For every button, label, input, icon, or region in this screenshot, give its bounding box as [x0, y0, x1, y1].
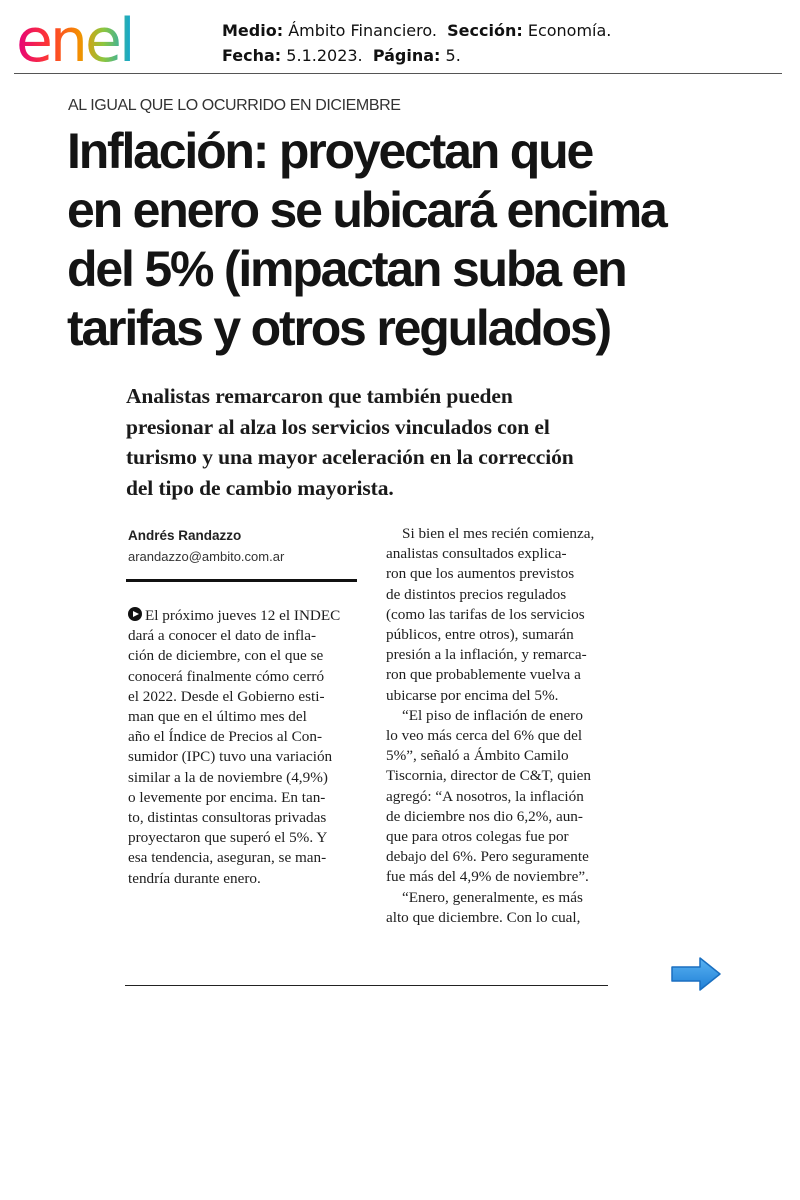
- body-line: alto que diciembre. Con lo cual,: [386, 908, 581, 926]
- author-name: Andrés Randazzo: [128, 528, 242, 543]
- author-email: arandazzo@ambito.com.ar: [128, 549, 285, 564]
- article-kicker: AL IGUAL QUE LO OCURRIDO EN DICIEMBRE: [68, 97, 401, 114]
- body-line: de distintos precios regulados: [386, 585, 567, 603]
- body-line: debajo del 6%. Pero seguramente: [386, 848, 589, 866]
- logo-text: enel: [16, 6, 133, 66]
- footer-divider: [125, 985, 608, 986]
- press-metadata: [222, 18, 611, 68]
- deck-line: presionar al alza los servicios vinculados con el: [126, 414, 550, 439]
- body-line: de diciembre nos dio 6,2%, aun-: [386, 807, 583, 825]
- body-line: “El piso de inflación de enero: [402, 706, 583, 724]
- body-line-text: El próximo jueves 12 el INDEC: [145, 607, 341, 624]
- body-column-2: [386, 524, 618, 928]
- article-headline: [67, 122, 767, 358]
- deck-line: Analistas remarcaron que también pueden: [126, 384, 513, 408]
- pagina-value: 5.: [445, 46, 461, 65]
- article-deck: [126, 381, 646, 503]
- pagina-label: Página:: [372, 46, 441, 65]
- author-divider: [126, 579, 357, 582]
- body-line: año el Índice de Precios al Con-: [128, 728, 322, 746]
- body-line: o levemente por encima. En tan-: [128, 788, 326, 806]
- body-line: el 2022. Desde el Gobierno esti-: [128, 687, 325, 705]
- medio-value: Ámbito Financiero.: [288, 21, 437, 40]
- body-line: conocerá finalmente cómo cerró: [128, 667, 325, 685]
- arrow-right-icon[interactable]: [670, 956, 722, 992]
- body-line: tendría durante enero.: [128, 869, 261, 887]
- body-line: (como las tarifas de los servicios: [386, 605, 585, 623]
- body-line: esa tendencia, aseguran, se man-: [128, 849, 327, 867]
- headline-line: tarifas y otros regulados): [67, 300, 610, 356]
- deck-line: turismo y una mayor aceleración en la corrección: [126, 445, 574, 469]
- body-line: ron que los aumentos previstos: [386, 565, 575, 583]
- headline-line: en enero se ubicará encima: [67, 182, 666, 238]
- body-column-1: [128, 606, 360, 889]
- body-line: dará a conocer el dato de infla-: [128, 627, 317, 645]
- meta-line-1: [222, 18, 611, 43]
- body-line: Tiscornia, director de C&T, quien: [386, 767, 591, 785]
- headline-line: Inflación: proyectan que: [67, 123, 593, 179]
- fecha-value: 5.1.2023.: [286, 46, 363, 65]
- body-line: públicos, entre otros), sumarán: [386, 626, 574, 644]
- body-line: man que en el último mes del: [128, 708, 307, 726]
- body-line: presión a la inflación, y remarca-: [386, 646, 587, 664]
- body-line: “Enero, generalmente, es más: [402, 888, 583, 906]
- play-circle-icon: [128, 607, 142, 621]
- enel-logo: [16, 6, 180, 66]
- medio-label: Medio:: [222, 21, 284, 40]
- body-line: agregó: “A nosotros, la inflación: [386, 787, 584, 805]
- body-line: to, distintas consultoras privadas: [128, 809, 327, 827]
- body-line: 5%”, señaló a Ámbito Camilo: [386, 747, 569, 765]
- body-line: ubicarse por encima del 5%.: [386, 686, 559, 704]
- deck-line: del tipo de cambio mayorista.: [126, 475, 394, 500]
- body-line: sumidor (IPC) tuvo una variación: [128, 748, 333, 766]
- headline-line: del 5% (impactan suba en: [67, 241, 626, 297]
- seccion-label: Sección:: [447, 21, 523, 40]
- body-line: que para otros colegas fue por: [386, 828, 569, 846]
- body-line: proyectaron que superó el 5%. Y: [128, 829, 328, 847]
- seccion-value: Economía.: [527, 21, 612, 40]
- fecha-label: Fecha:: [222, 46, 282, 65]
- body-line: fue más del 4,9% de noviembre”.: [386, 868, 589, 886]
- body-line: [128, 606, 360, 626]
- body-line: analistas consultados explica-: [386, 545, 567, 563]
- meta-line-2: [222, 43, 611, 68]
- body-line: ron que probablemente vuelva a: [386, 666, 581, 684]
- body-line: ción de diciembre, con el que se: [128, 647, 324, 665]
- body-line: similar a la de noviembre (4,9%): [128, 768, 328, 786]
- header-divider: [14, 73, 782, 74]
- body-line: lo veo más cerca del 6% que del: [386, 727, 583, 745]
- body-line: Si bien el mes recién comienza,: [402, 525, 595, 542]
